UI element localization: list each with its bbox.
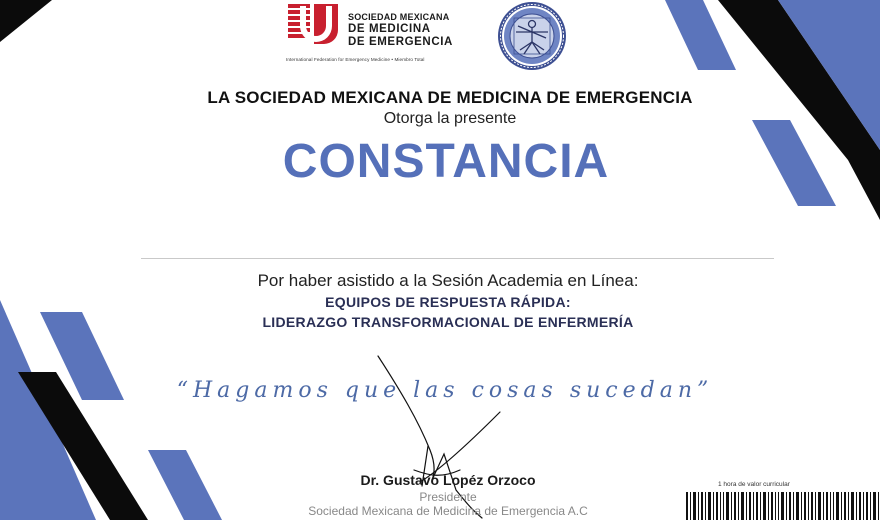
- divider: [141, 258, 774, 259]
- event-title-line2: LIDERAZGO TRANSFORMACIONAL DE ENFERMERÍA: [262, 314, 634, 330]
- organization-heading: LA SOCIEDAD MEXICANA DE MEDICINA DE EMERGENCIA: [207, 88, 693, 107]
- attendance-reason: Por haber asistido a la Sesión Academia en Línea:: [257, 271, 639, 290]
- smme-logo: [286, 2, 456, 66]
- logo-name-line1: SOCIEDAD MEXICANA: [348, 12, 450, 22]
- stripe-top-left-black: [0, 0, 52, 42]
- smme-u-logo-icon: [286, 2, 342, 50]
- signatory-organization: Sociedad Mexicana de Medicina de Emergencia A.C: [308, 504, 588, 518]
- vitruvian-seal-icon: [496, 0, 568, 72]
- motto: “Hagamos que las cosas sucedan”: [176, 378, 714, 403]
- federation-caption: International Federation for Emergency Medicine • Miembro Total: [286, 57, 425, 62]
- grants-text: Otorga la presente: [383, 110, 517, 127]
- curricular-credit: 1 hora de valor curricular: [718, 481, 790, 488]
- signatory-role: Presidente: [419, 490, 477, 504]
- barcode-icon: [684, 492, 880, 520]
- certificate-title: CONSTANCIA: [282, 135, 610, 188]
- signatory-name: Dr. Gustavo Lopéz Orzoco: [360, 472, 536, 488]
- logo-name-line3: DE EMERGENCIA: [348, 35, 453, 48]
- event-title-line1: EQUIPOS DE RESPUESTA RÁPIDA:: [325, 294, 571, 310]
- logo-name-line2: DE MEDICINA: [348, 23, 431, 35]
- stripe-top-right-blue-1: [665, 0, 736, 70]
- logo-name: [348, 13, 453, 48]
